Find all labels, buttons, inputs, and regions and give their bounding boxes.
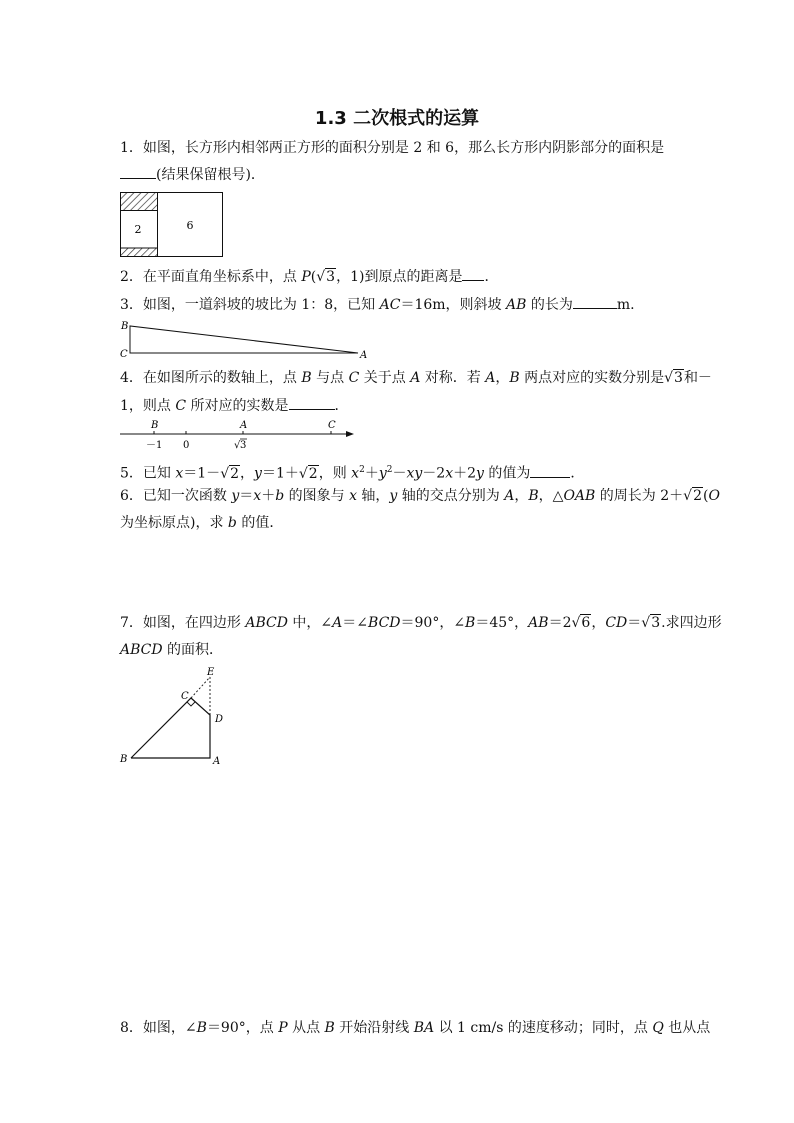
answer-blank — [289, 395, 335, 410]
q4-line-2: 1，则点 C 所对应的实数是 ． — [120, 395, 349, 416]
sqrt: √3 — [316, 269, 336, 285]
svg-text:3: 3 — [240, 440, 247, 451]
q1-figure — [120, 192, 224, 258]
q6-line-2: 为坐标原点)，求 b 的值． — [120, 515, 284, 531]
q7-right-angle — [187, 702, 195, 706]
sqrt: √2 — [683, 488, 702, 504]
q4-number-line — [118, 418, 358, 454]
q3-line: 3．如图，一道斜坡的坡比为 1：8，已知 AC＝16m，则斜坡 AB 的长为 m. — [120, 294, 635, 315]
svg-text:√: √ — [234, 440, 241, 451]
svg-text:B: B — [120, 754, 128, 765]
sqrt: √3 — [664, 370, 683, 386]
svg-text:A: A — [360, 350, 368, 361]
q1-hatched-top — [121, 193, 158, 211]
sqrt: √2 — [298, 465, 318, 482]
svg-text:B: B — [151, 420, 159, 431]
svg-text:E: E — [207, 667, 215, 678]
answer-blank — [530, 463, 570, 478]
svg-text:C: C — [328, 420, 336, 431]
svg-text:B: B — [121, 321, 129, 332]
q1-line-1: 1．如图，长方形内相邻两正方形的面积分别是 2 和 6，那么长方形内阴影部分的面积是 — [120, 140, 665, 156]
q7-shape — [131, 698, 210, 758]
q6-line-1: 6．已知一次函数 y＝x＋b 的图象与 x 轴，y 轴的交点分别为 A，B，△OAB 的周长为 2＋√2(O — [120, 488, 720, 504]
sqrt: √2 — [220, 465, 240, 482]
svg-text:A: A — [240, 420, 248, 431]
q8-line-1: 8．如图，∠B＝90°，点 P 从点 B 开始沿射线 BA 以 1 cm/s 的速度移动；同时，点 Q 也从点 — [120, 1020, 711, 1036]
sqrt: √3 — [641, 615, 661, 631]
q2-line: 2．在平面直角坐标系中，点 P(√3，1)到原点的距离是 ． — [120, 266, 498, 287]
q7-line-2: ABCD 的面积． — [120, 642, 224, 658]
q1-hatched-bottom — [121, 248, 158, 257]
svg-text:－1: －1 — [146, 440, 163, 451]
q3-slope-figure — [118, 318, 370, 362]
q7-dashed-ce — [191, 677, 210, 698]
svg-text:A: A — [213, 756, 221, 767]
answer-blank — [462, 266, 484, 281]
answer-blank — [573, 294, 617, 309]
svg-text:0: 0 — [183, 440, 190, 451]
q7-line-1: 7．如图，在四边形 ABCD 中，∠A＝∠BCD＝90°，∠B＝45°，AB＝2√6，CD＝√3.求四边形 — [120, 615, 722, 631]
svg-text:C: C — [181, 691, 189, 702]
q7-quadrilateral-figure — [118, 664, 234, 770]
svg-text:C: C — [120, 349, 128, 360]
answer-blank — [120, 164, 156, 179]
svg-text:D: D — [215, 714, 224, 725]
q4-line-1: 4．在如图所示的数轴上，点 B 与点 C 关于点 A 对称．若 A，B 两点对应的实数分别是√3和－ — [120, 370, 712, 386]
sqrt: √6 — [571, 615, 591, 631]
q3-triangle — [130, 326, 358, 353]
q1-line-2: (结果保留根号)． — [120, 164, 265, 185]
q1-square-label-6: 6 — [186, 219, 194, 232]
page-title: 1.3 二次根式的运算 — [314, 108, 480, 129]
q5-line: 5．已知 x＝1－√2，y＝1＋√2，则 $x^2+y^2-xy-2x+2y$ 的值为 ． — [120, 460, 584, 484]
q1-square-label-2: 2 — [134, 223, 142, 236]
